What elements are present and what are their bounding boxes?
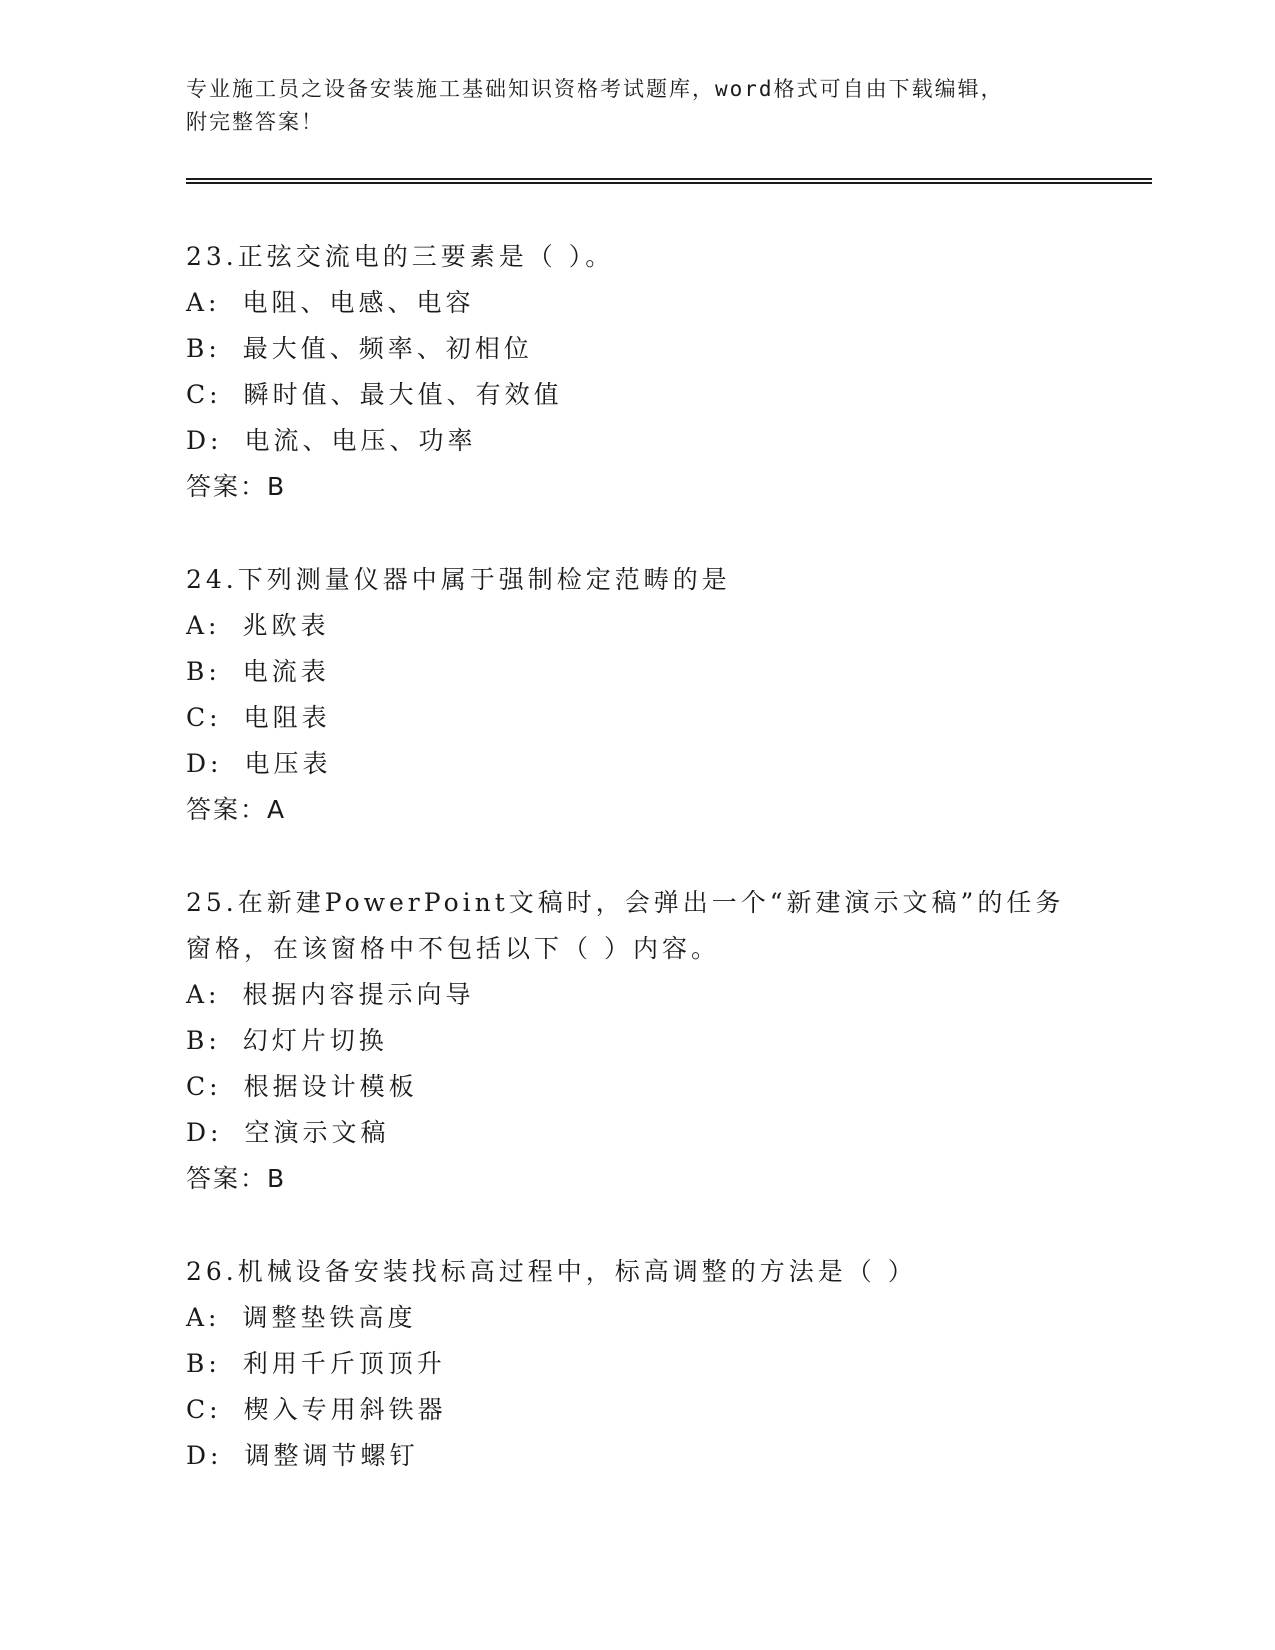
option-letter: A: [186,288,221,317]
option-item [186,972,1086,1018]
question-text: 25.在新建PowerPoint文稿时，会弹出一个“新建演示文稿”的任务 [186,888,1065,917]
option-letter: A: [186,1303,221,1332]
question-text: 24.下列测量仪器中属于强制检定范畴的是 [186,565,731,594]
option-letter: D: [186,1441,223,1470]
option-text: 电流、电压、功率 [244,426,477,455]
option-item [186,1064,1086,1110]
option-item [186,1110,1086,1156]
answer-line [186,1156,1086,1202]
answer-label: 答案： [186,472,268,501]
answer-value: B [267,1164,287,1193]
question-stem [186,1249,1086,1295]
option-text: 瞬时值、最大值、有效值 [243,380,563,409]
question-block [186,1249,1086,1479]
question-stem [186,880,1086,972]
option-text: 电流表 [242,657,330,686]
question-text: 窗格，在该窗格中不包括以下（ ）内容。 [186,934,720,963]
option-letter: D: [186,426,223,455]
option-text: 调整垫铁高度 [242,1303,417,1332]
option-text: 根据设计模板 [243,1072,418,1101]
option-letter: C: [186,380,222,409]
question-list [186,234,1086,1526]
answer-line [186,464,1086,510]
question-stem [186,234,1086,280]
option-text: 电阻表 [243,703,331,732]
option-item [186,649,1086,695]
option-letter: D: [186,1118,223,1147]
option-item [186,280,1086,326]
option-item [186,1341,1086,1387]
option-item [186,603,1086,649]
option-letter: B: [186,657,221,686]
header-line-2: 附完整答案！ [186,110,324,134]
question-text: 23.正弦交流电的三要素是（ ）。 [186,242,615,271]
option-text: 幻灯片切换 [242,1026,388,1055]
option-item [186,695,1086,741]
option-letter: C: [186,1395,222,1424]
question-stem [186,557,1086,603]
option-letter: B: [186,334,221,363]
question-block [186,234,1086,510]
option-item [186,741,1086,787]
option-item [186,1387,1086,1433]
option-text: 根据内容提示向导 [242,980,475,1009]
option-item [186,1018,1086,1064]
header-line-1: 专业施工员之设备安装施工基础知识资格考试题库，word格式可自由下载编辑， [186,77,1004,101]
option-letter: A: [186,980,221,1009]
option-item [186,372,1086,418]
option-text: 调整调节螺钉 [244,1441,419,1470]
header-divider-bottom [186,182,1152,184]
answer-label: 答案： [186,795,268,824]
option-item [186,1433,1086,1479]
option-letter: A: [186,611,221,640]
option-letter: C: [186,1072,222,1101]
question-block [186,557,1086,833]
option-text: 电阻、电感、电容 [242,288,475,317]
answer-line [186,787,1086,833]
option-letter: B: [186,1349,221,1378]
option-item [186,1295,1086,1341]
answer-value: A [267,795,287,824]
option-letter: D: [186,749,223,778]
question-block [186,880,1086,1202]
document-header [186,73,1086,139]
option-text: 兆欧表 [242,611,330,640]
question-text: 26.机械设备安装找标高过程中，标高调整的方法是（ ） [186,1257,917,1286]
header-divider-top [186,178,1152,180]
option-item [186,418,1086,464]
option-text: 电压表 [244,749,332,778]
option-item [186,326,1086,372]
option-letter: C: [186,703,222,732]
option-letter: B: [186,1026,221,1055]
option-text: 利用千斤顶顶升 [242,1349,446,1378]
answer-value: B [267,472,287,501]
option-text: 空演示文稿 [244,1118,390,1147]
option-text: 楔入专用斜铁器 [243,1395,447,1424]
option-text: 最大值、频率、初相位 [242,334,533,363]
answer-label: 答案： [186,1164,268,1193]
